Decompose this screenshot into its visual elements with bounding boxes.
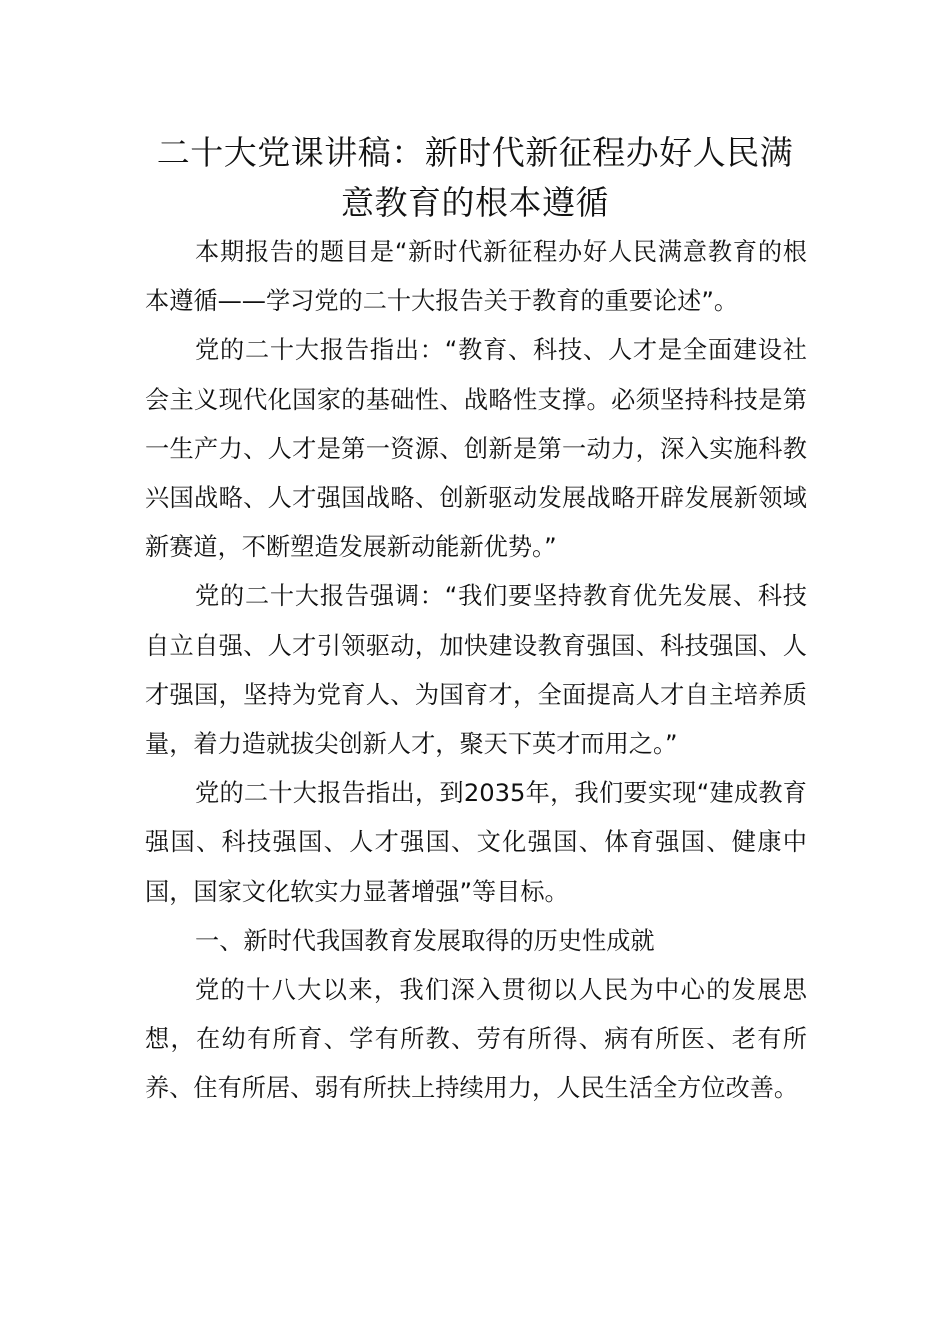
paragraph-report-topic: 本期报告的题目是“新时代新征程办好人民满意教育的根本遵循——学习党的二十大报告关于教育的重要论述”。 [145, 238, 807, 316]
paragraph-2035-goals: 党的二十大报告指出，到2035年，我们要实现“建成教育强国、科技强国、人才强国、文化强国、体育强国、健康中国，国家文化软实力显著增强”等目标。 [145, 779, 807, 906]
section-heading: 一、新时代我国教育发展取得的历史性成就 [195, 926, 655, 955]
document-title: 二十大党课讲稿：新时代新征程办好人民满意教育的根本遵循 [156, 133, 794, 222]
document-body [145, 228, 807, 1114]
paragraph-report-points: 党的二十大报告指出：“教育、科技、人才是全面建设社会主义现代化国家的基础性、战略性支撑。必须坚持科技是第一生产力、人才是第一资源、创新是第一动力，深入实施科教兴国战略、人才强国战略、创新驱动发展战略开辟发展新领域新赛道，不断塑造发展新动能新优势。” [145, 336, 807, 562]
paragraph-report-emphasis: 党的二十大报告强调：“我们要坚持教育优先发展、科技自立自强、人才引领驱动，加快建设教育强国、科技强国、人才强国，坚持为党育人、为国育才，全面提高人才自主培养质量，着力造就拔尖创新人才，聚天下英才而用之。” [145, 582, 807, 759]
paragraph-section-intro: 党的十八大以来，我们深入贯彻以人民为中心的发展思想，在幼有所育、学有所教、劳有所得、病有所医、老有所养、住有所居、弱有所扶上持续用力，人民生活全方位改善。 [145, 976, 807, 1103]
